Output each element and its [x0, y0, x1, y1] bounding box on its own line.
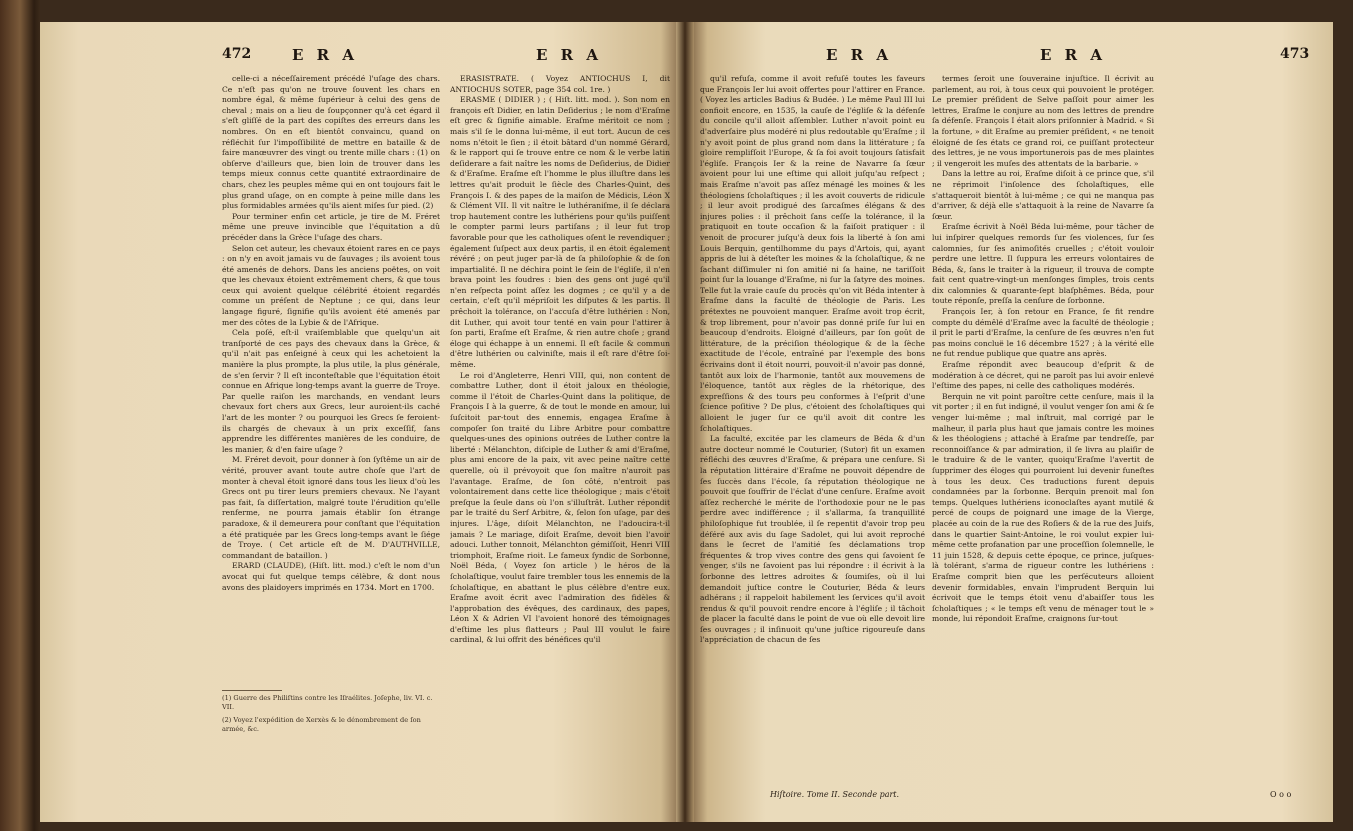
left-running-head-1: E R A — [292, 46, 358, 64]
left-page-number: 472 — [222, 46, 252, 62]
paragraph: celle-ci a néceſſairement précédé l'uſage des chars. Ce n'eſt pas qu'on ne trouve ſouvent les chars en nombre égal, & même ſupérieur à celui des gens de cheval ; mais on a lieu de ſoupçonner qu'à cet égard il s'eſt gliſſé de la part des copiſtes des erreurs dans les nombres. On en eſt bientôt convaincu, quand on réfléchit ſur l'impoſſibilité de mettre en bataille & de faire manœuvrer des vingt ou trente mille chars : (1) on obſerve d'ailleurs que, bien loin de trouver dans les temps mieux connus cette quantité extraordinaire de chars, chez les peuples même qui en ont toujours fait le plus grand uſage, on en compte à peine mille dans les plus formidables armées qu'ils aient miſes ſur pied. (2) — [222, 74, 440, 211]
paragraph: François Ier, à ſon retour en France, ſe fit rendre compte du démêlé d'Eraſme avec la faculté de théologie ; il prit le parti d'Eraſme, la cenſure de ſes œuvres n'en fut pas moins concluë le 16 décembre 1527 ; à la vérité elle ne fut rendue publique que quatre ans après. — [932, 307, 1154, 359]
footnote-2: (2) Voyez l'expédition de Xerxès & le dénombrement de ſon armée, &c. — [222, 716, 421, 733]
left-column-2 — [450, 74, 670, 794]
footnote-1: (1) Guerre des Philiſtins contre les Iſraélites. Joſephe, liv. VI. c. VII. — [222, 694, 433, 711]
paragraph: Selon cet auteur, les chevaux étoient rares en ce pays : on n'y en avoit jamais vu de ſauvages ; ils avoient tous été amenés de dehors. Dans les anciens poëtes, on voit que les chevaux étoient extrêmement chers, & que tous ceux qui avoient quelque célébrité étoient regardés comme un préſent de Neptune ; ce qui, dans leur langage figuré, ſignifie qu'ils avoient été amenés par mer des côtes de la Lybie & de l'Afrique. — [222, 243, 440, 327]
paragraph: Dans la lettre au roi, Eraſme diſoit à ce prince que, s'il ne réprimoit l'inſolence des ſcholaſtiques, elle s'attaqueroit bientôt à lui-même ; ce qui ne manqua pas d'arriver, & déjà elle s'attaquoit à la reine de Navarre ſa ſœur. — [932, 169, 1154, 221]
left-column-1 — [222, 74, 440, 614]
paragraph: termes ſeroit une ſouveraine injuſtice. Il écrivit au parlement, au roi, à tous ceux qui pouvoient le protéger. Le premier préſident de Selve paſſoit pour aimer les lettres, Eraſme le conjure au nom des lettres de prendre ſa défenſe. François I était alors priſonnier à Madrid. « Si la fortune, » dit Eraſme au premier préſident, « ne tenoit éloigné de ſes états ce grand roi, ce puiſſant protecteur des lettres, je ne vous importunerois pas de mes plaintes ; il vengeroit les muſes des attentats de la barbarie. » — [932, 74, 1154, 168]
book-gutter — [676, 22, 694, 822]
paragraph: Cela poſé, eſt-il vraiſemblable que quelqu'un ait tranſporté de ces pays des chevaux dans la Grèce, & qu'il n'ait pas enſeigné à ceux qui les achetoient la manière la plus prompte, la plus utile, la plus générale, de s'en ſervir ? Il eſt inconteſtable que l'équitation étoit connue en Afrique long-temps avant la guerre de Troye. Par quelle raiſon les marchands, en vendant leurs chevaux fort chers aux Grecs, leur auroient-ils caché l'art de les monter ? ou pourquoi les Grecs ſe feroient-ils chargés de chevaux à un prix exceſſif, ſans apprendre les différentes manières de les conduire, de les manier, & d'en faire uſage ? — [222, 328, 440, 454]
paragraph: ERASISTRATE. ( Voyez ANTIOCHUS I, dit ANTIOCHUS SOTER, page 354 col. 1re. ) — [450, 74, 670, 94]
paragraph: Berquin ne vit point paroître cette cenſure, mais il la vit porter ; il en fut indigné, il voulut venger ſon ami & ſe venger lui-même ; mal inſtruit, mal corrigé par le malheur, il parla plus haut que jamais contre les moines & les théologiens ; attaché à Eraſme par tendreſſe, par reconnoiſſance & par admiration, il ſe livra au plaiſir de le traduire & de le vanter, quoiqu'Eraſme l'avertit de ſupprimer des éloges qui pourroient lui devenir funeſtes à tous les deux. Ces traductions furent depuis condamnées par la ſorbonne. Berquin prenoit mal ſon temps. Quelques luthériens iconoclaſtes ayant mutilé & percé de coups de poignard une image de la Vierge, placée au coin de la rue des Roſiers & de la rue des Juifs, dans le quartier Saint-Antoine, le roi voulut expier lui-même cette profanation par une proceſſion ſolemnelle, le 11 juin 1528, & depuis cette époque, ce prince, juſques-là tolérant, s'arma de rigueur contre les luthériens : Eraſme comprit bien que les perſécuteurs alloient devenir formidables, envain l'imprudent Berquin lui écrivoit que le temps étoit venu d'abaiſſer tous les ſcholaſtiques ; « le temps eſt venu de ménager tout le » monde, lui répondoit Eraſme, craignons ſur-tout — [932, 391, 1154, 624]
right-column-1 — [700, 74, 925, 774]
paragraph: La faculté, excitée par les clameurs de Béda & d'un autre docteur nommé le Couturier, (Sutor) fit un examen réfléchi des œuvres d'Eraſme, & prépara une cenſure. Si la réputation littéraire d'Eraſme ne pouvoit dépendre de ſes ſuccès dans l'école, ſa réputation théologique ne pouvoit que ſouffrir de l'éclat d'une cenſure. Eraſme avoit aſſez recherché le mérite de l'orthodoxie pour ne le pas perdre avec indifférence ; il s'allarma, ſa tranquillité philoſophique fut troublée, il ſe repentit d'avoir trop peu déféré aux avis du ſage Sadolet, qui lui avoit reproché dans le ſecret de l'amitié ſes déclamations trop fréquentes & trop vives contre des gens qui ſavoient ſe venger, s'ils ne ſavoient pas lui répondre : il écrivit à la ſorbonne des lettres adroites & ſoumiſes, où il lui demandoit juſtice contre le Couturier, Béda & leurs adhérans ; il rappeloit habilement les ſervices qu'il avoit rendus & qu'il pouvoit rendre encore à l'égliſe ; il tâchoit de placer la faculté dans le point de vue où elle devoit lire ſes ouvrages ; il inſinuoit qu'une juſtice rigoureuſe dans l'appréciation de chacun de ſes — [700, 434, 925, 645]
paragraph: Eraſme répondit avec beaucoup d'eſprit & de modération à ce décret, qui ne paroît pas lui avoir enlevé l'eſtime des papes, ni celle des catholiques modérés. — [932, 360, 1154, 391]
paragraph: ERARD (CLAUDE), (Hiſt. litt. mod.) c'eſt le nom d'un avocat qui fut quelque temps célèbre, & dont nous avons des plaidoyers imprimés en 1734. Mort en 1700. — [222, 561, 440, 592]
right-running-head-1: E R A — [826, 46, 892, 64]
footnote-rule — [222, 690, 282, 691]
catchword: O o o — [1270, 790, 1292, 799]
signature-line: Hiſtoire. Tome II. Seconde part. — [770, 790, 900, 799]
right-column-2 — [932, 74, 1154, 784]
right-page-number: 473 — [1280, 46, 1310, 62]
paragraph: Pour terminer enfin cet article, je tire de M. Fréret même une preuve invincible que l'équitation a dû précéder dans la Grèce l'uſage des chars. — [222, 211, 440, 242]
left-running-head-2: E R A — [536, 46, 602, 64]
paragraph: ERASME ( DIDIER ) ; ( Hiſt. litt. mod. ). Son nom en françois eſt Didier, en latin Deſiderius ; le nom d'Eraſme eſt grec & ſignifie aimable. Eraſme méritoit ce nom ; mais s'il ſe le donna lui-même, il eut tort. Aucun de ces noms n'étoit le ſien ; il étoit bâtard d'un nommé Gérard, & le rapport qui ſe trouve entre ce nom & le verbe latin deſiderare a fait naître les noms de Deſiderius, de Didier & d'Eraſme. Eraſme eſt l'homme le plus illuſtre dans les lettres qu'ait produit le ſiècle des Charles-Quint, des François I. & des papes de la maiſon de Médicis, Léon X & Clément VII. Il vit naître le luthéraniſme, il ſe déclara trop hautement contre les luthériens pour qu'ils puiſſent le compter parmi leurs partiſans ; il leur fut trop favorable pour que les catholiques oſent le revendiquer ; également ſuſpect aux deux partis, il en étoit également révéré ; on peut juger par-là de ſa philoſophie & de ſon impartialité. Il ne déchira point le ſein de l'égliſe, il n'en brava point les foudres : bien des gens ont jugé qu'il n'en reſpecta point aſſez les dogmes ; ce qu'il y a de certain, c'eſt qu'il mépriſoit les diſputes & les partis. Il prêchoit la tolérance, on l'accuſa d'être luthérien : Non, dit Luther, qui avoit tour tenté en vain pour l'attirer à ſon parti, Eraſme eſt Eraſme, & rien autre choſe ; grand éloge qui échappe à un ennemi. Il eſt facile & commun d'être luthérien ou calviniſte, mais il eſt rare d'être ſoi-même. — [450, 95, 670, 370]
paragraph: Eraſme écrivit à Noël Béda lui-même, pour tâcher de lui inſpirer quelques remords ſur ſes violences, ſur ſes calomnies, ſur ſes animoſités cruelles ; c'étoit vouloir perdre une lettre. Il ſuppura les erreurs volontaires de Béda, &, ſans le traiter à la rigueur, il trouva de compte fait cent quatre-vingt-un menſonges ſimples, trois cents dix calomnies & quarante-ſept blaſphêmes. Béda, pour toute réponſe, preſſa la cenſure de ſorbonne. — [932, 222, 1154, 306]
paragraph: qu'il refuſa, comme il avoit refuſé toutes les faveurs que François Ier lui avoit offertes pour l'attirer en France. ( Voyez les articles Badius & Budée. ) Le même Paul III lui confioit encore, en 1535, la cauſe de l'égliſe & la défenſe du concile qu'il alloit aſſembler. Luther n'avoit point eu d'adverſaire plus modéré ni plus redoutable qu'Eraſme ; il n'y avoit point de plus grand nom dans la littérature ; ſa gloire remplifſoit l'Europe, & ſa foi avoit toujours ſatisfait l'égliſe. François Ier & la reine de Navarre ſa ſœur avoient pour lui une eſtime qui alloit juſqu'au reſpect ; mais Eraſme n'avoit pas aſſez ménagé les moines & les théologiens ſcholaſtiques ; il les avoit couverts de ridicule ; il leur avoit prodigué des ſarcaſmes élégans & des injures polies : il prêchoit ſans ceſſe la tolérance, il la pratiquoit en toute occaſion & la faiſoit pratiquer : il venoit de procurer juſqu'à deux fois la liberté à ſon ami Louis Berquin, gentilhomme du pays d'Artois, qui, ayant appris de lui à déteſter les moines & la ſcholaſtique, & ne ſachant diſſimuler ni ſon amitié ni ſa haine, ne tariſſoit point ſur la louange d'Eraſme, ni ſur la ſatyre des moines. Telle fut la vraie cauſe du procès qu'on vit Béda intenter à Eraſme dans la faculté de théologie de Paris. Les prétextes ne pouvoient manquer. Eraſme avoit trop écrit, & trop librement, pour n'avoir pas donné priſe ſur lui en beaucoup d'endroits. Eloigné d'ailleurs, par ſon goût de littérature, de la préciſion théologique & de la ſèche exactitude de l'école, entraîné par l'exemple des bons écrivains dont il étoit nourri, pouvoit-il n'avoir pas donné, tantôt aux loix de l'harmonie, tantôt aux mouvemens de l'éloquence, tantôt aux règles de la rhétorique, des expreſſions & des tours peu conformes à l'eſprit d'une ſcience poſitive ? De plus, c'étoient des ſcholaſtiques qui alloient le juger ſur ce qu'il avoit dit contre les ſcholaſtiques. — [700, 74, 925, 433]
paragraph: M. Fréret devoit, pour donner à ſon ſyſtême un air de vérité, prouver avant toute autre choſe que l'art de monter à cheval étoit ignoré dans tous les lieux d'où les Grecs ont pu tirer leurs premiers chevaux. Ne l'ayant pas fait, ſa diſſertation, malgré toute l'érudition qu'elle renferme, ne pourra jamais établir ſon étrange paradoxe, & il demeurera pour conſtant que l'équitation a été pratiquée par les Grecs long-temps avant le ſiége de Troye. ( Cet article eſt de M. D'AUTHVILLE, commandant de bataillon. ) — [222, 455, 440, 560]
right-running-head-2: E R A — [1040, 46, 1106, 64]
paragraph: Le roi d'Angleterre, Henri VIII, qui, non content de combattre Luther, dont il étoit jaloux en théologie, comme il l'étoit de Charles-Quint dans la politique, de François I à la guerre, & de tout le monde en amour, lui ſuſcitoit par-tout des ennemis, engagea Eraſme à compoſer ſon traité du Libre Arbitre pour combattre quelques-unes des opinions outrées de Luther contre la liberté : Mélanchton, diſciple de Luther & ami d'Eraſme, plus ami encore de la paix, vit avec peine naître cette querelle, où il prévoyoit que ſon maître n'auroit pas l'avantage. Eraſme, de ſon côté, n'entroit pas volontairement dans cette lice théologique ; mais c'étoit preſque la ſeule dans où l'on s'illuſtrât. Luther répondit par le traité du Serf Arbitre, &, ſelon ſon uſage, par des injures. L'âge, diſoit Mélanchton, ne l'adoucira-t-il jamais ? Le mariage, diſoit Eraſme, devoit bien l'avoir adouci. Luther tonnoit, Mélanchton gémiſſoit, Henri VIII triomphoit, Eraſme rioit. Le fameux ſyndic de Sorbonne, Noël Béda, ( Voyez ſon article ) le héros de la ſcholaſtique, voulut faire trembler tous les ennemis de la ſcholaſtique, en abattant le plus célèbre d'entre eux. Eraſme avoit écrit avec l'admiration des fidèles & l'approbation des évêques, des cardinaux, des papes, Léon X & Adrien VI l'avoient honoré des témoignages d'eſtime les plus flatteurs ; Paul III voulut le faire cardinal, & lui offrit des bénéfices qu'il — [450, 370, 670, 645]
